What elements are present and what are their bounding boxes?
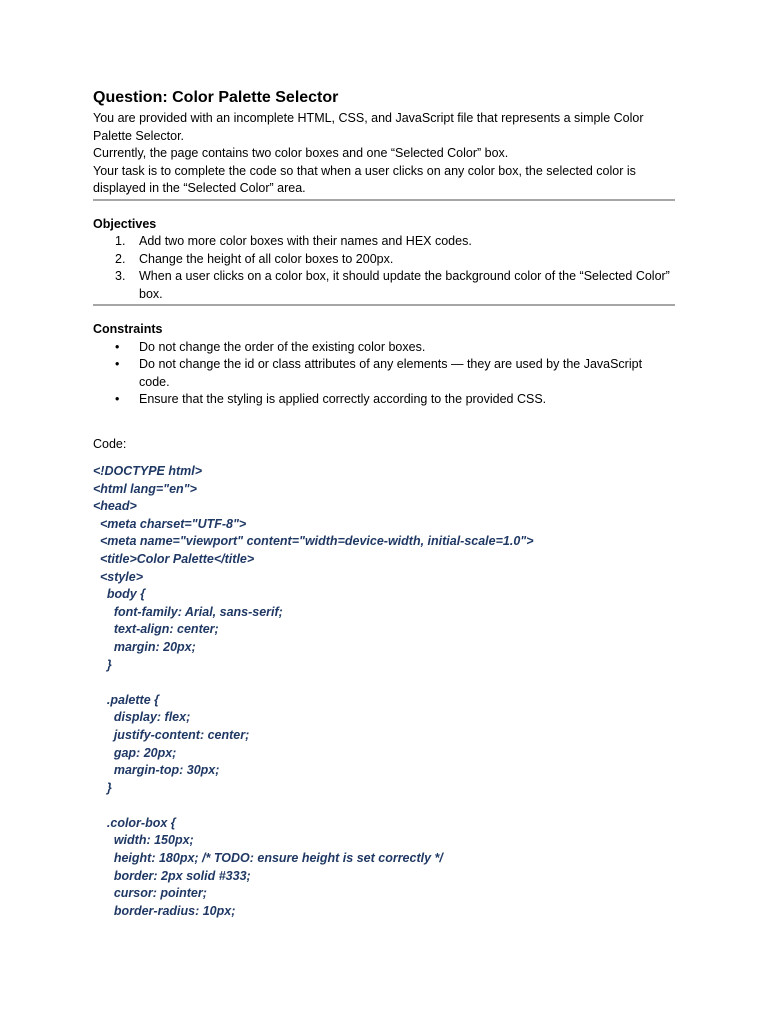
list-item <box>93 251 675 269</box>
code-line: <style> <box>93 569 144 584</box>
question-title: Question: Color Palette Selector <box>93 89 339 106</box>
code-line <box>93 674 675 692</box>
bullet-icon: • <box>115 339 120 354</box>
list-number: 2. <box>115 251 126 266</box>
list-item <box>93 268 675 303</box>
code-line: justify-content: center; <box>93 727 250 742</box>
constraints-heading: Constraints <box>93 322 163 336</box>
list-item <box>93 233 675 251</box>
code-line: } <box>93 657 112 672</box>
code-line: border-radius: 10px; <box>93 903 236 918</box>
bullet-icon: • <box>115 357 120 371</box>
list-item-text: Do not change the order of the existing color boxes. <box>139 339 426 354</box>
code-line: } <box>93 780 112 795</box>
list-item <box>93 356 675 391</box>
list-item-text: When a user clicks on a color box, it should update the background color of the “Selected Color” box. <box>139 269 670 301</box>
code-line: margin: 20px; <box>93 639 196 654</box>
bullet-icon: • <box>115 392 120 406</box>
list-item <box>93 391 675 409</box>
objectives-heading: Objectives <box>93 216 157 231</box>
constraints-list <box>93 339 675 409</box>
code-line: <title>Color Palette</title> <box>93 551 255 566</box>
intro-paragraph-1: You are provided with an incomplete HTML, CSS, and JavaScript file that represents a simple Color Palette Selector. <box>93 111 644 143</box>
list-item-text: Add two more color boxes with their names and HEX codes. <box>139 234 472 248</box>
code-line: .color-box { <box>93 815 176 830</box>
code-line: <!DOCTYPE html> <box>93 464 203 478</box>
list-item-text: Do not change the id or class attributes of any elements — they are used by the JavaScript code. <box>139 357 643 389</box>
code-line: gap: 20px; <box>93 745 177 760</box>
code-block <box>93 463 675 920</box>
list-item-text: Ensure that the styling is applied correctly according to the provided CSS. <box>139 392 547 406</box>
list-item <box>93 339 675 357</box>
code-line: <html lang="en"> <box>93 481 197 496</box>
code-line: <meta charset="UTF-8"> <box>93 516 247 531</box>
code-line: body { <box>93 587 146 602</box>
intro-paragraph-2: Currently, the page contains two color boxes and one “Selected Color” box. <box>93 146 509 160</box>
code-line: .palette { <box>93 692 159 707</box>
code-line: display: flex; <box>93 710 191 725</box>
intro-paragraph-3: Your task is to complete the code so that when a user clicks on any color box, the selected color is displayed in the “Selected Color” area. <box>93 163 636 195</box>
code-line: font-family: Arial, sans-serif; <box>93 604 283 619</box>
code-line: height: 180px; /* TODO: ensure height is set correctly */ <box>93 851 443 866</box>
code-line: border: 2px solid #333; <box>93 868 251 883</box>
code-line <box>93 797 675 815</box>
code-line: margin-top: 30px; <box>93 763 220 778</box>
code-line: <meta name="viewport" content="width=device-width, initial-scale=1.0"> <box>93 534 534 549</box>
list-item-text: Change the height of all color boxes to 200px. <box>139 251 394 266</box>
code-line: width: 150px; <box>93 833 194 848</box>
list-number: 1. <box>115 234 126 248</box>
code-line: cursor: pointer; <box>93 886 207 901</box>
document-content <box>93 88 675 920</box>
code-line: text-align: center; <box>93 622 219 637</box>
objectives-list <box>93 233 675 303</box>
code-line: <head> <box>93 499 137 514</box>
code-label: Code: <box>93 436 127 451</box>
list-number: 3. <box>115 269 126 283</box>
